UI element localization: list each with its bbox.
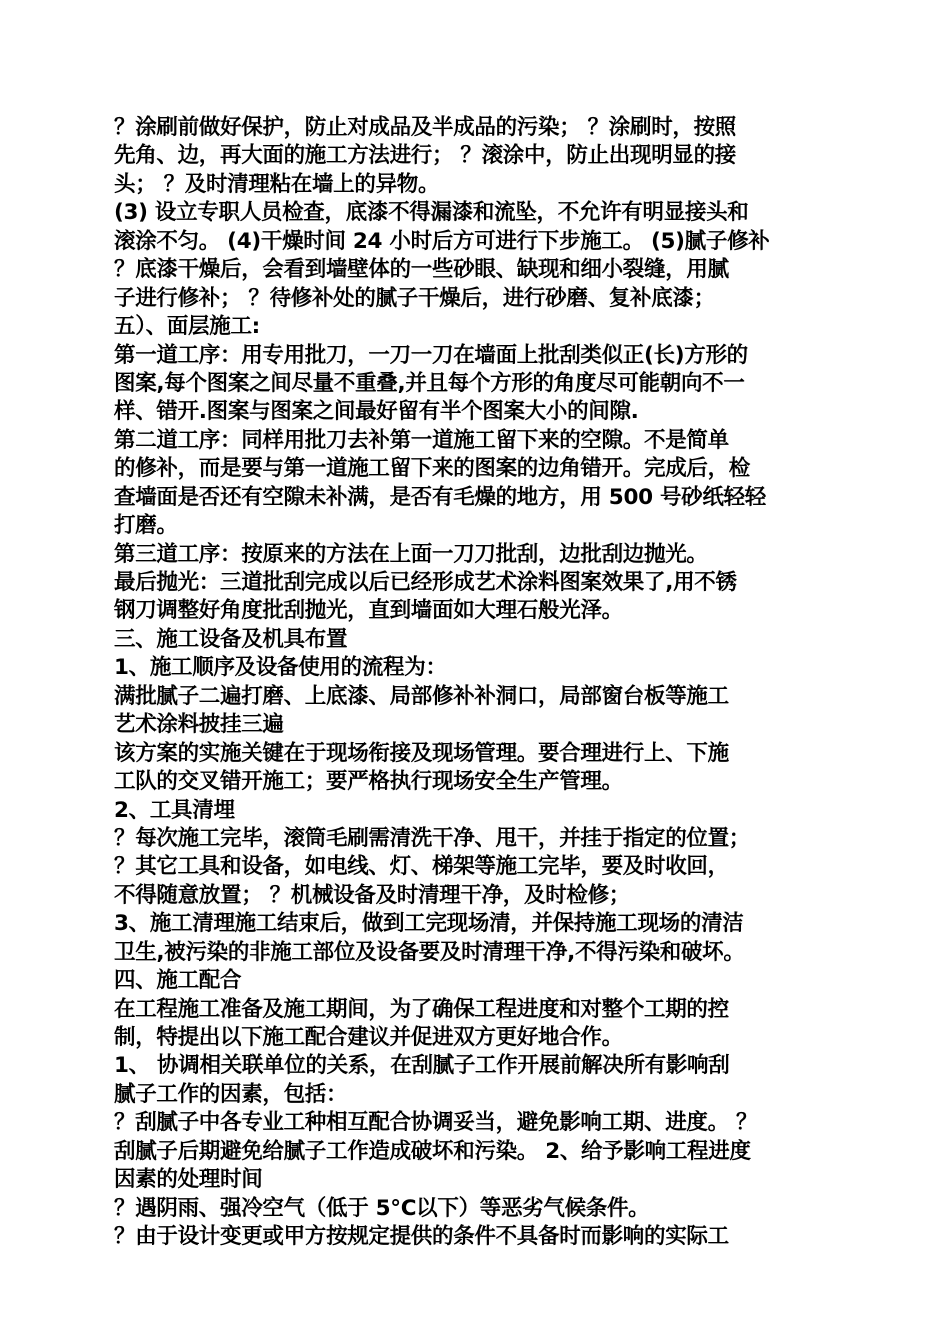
- text-line: 卫生,被污染的非施工部位及设备要及时清理干净,不得污染和破坏。: [114, 939, 745, 965]
- subsection-heading: 2、工具清埋: [114, 797, 235, 823]
- text-line: ？每次施工完毕，滚筒毛刷需清洗干净、甩干，并挂于指定的位置；: [114, 825, 751, 851]
- text-line: 不得随意放置； ？机械设备及时清理干净，及时检修；: [114, 882, 630, 908]
- text-line: 1、 协调相关联单位的关系，在刮腻子工作开展前解决所有影响刮: [114, 1053, 730, 1079]
- text-line: ？刮腻子中各专业工种相互配合协调妥当，避免影响工期、进度。 ？: [114, 1110, 758, 1136]
- text-line: 样、错开.图案与图案之间最好留有半个图案大小的间隙.: [114, 399, 639, 425]
- text-line: 刮腻子后期避免给腻子工作造成破坏和污染。 2、给予影响工程进度: [114, 1138, 751, 1164]
- text-line: (3) 设立专职人员检查，底漆不得漏漆和流坠，不允许有明显接头和: [114, 200, 749, 226]
- text-line: 钢刀调整好角度批刮抛光，直到墙面如大理石般光泽。: [114, 598, 623, 624]
- section-heading: 五）、面层施工:: [114, 314, 260, 340]
- text-line: 头； ？及时清理粘在墙上的异物。: [114, 171, 440, 197]
- text-line: 工队的交叉错开施工；要严格执行现场安全生产管理。: [114, 769, 623, 795]
- text-line: 先角、边，再大面的施工方法进行； ？滚涂中，防止出现明显的接: [114, 143, 736, 169]
- text-line: 艺术涂料披挂三遍: [114, 712, 284, 738]
- document-body: [114, 114, 840, 1252]
- text-line: 第三道工序：按原来的方法在上面一刀刀批刮，边批刮边抛光。: [114, 541, 708, 567]
- text-line: ？涂刷前做好保护，防止对成品及半成品的污染； ？涂刷时，按照: [114, 115, 736, 140]
- text-line: 制，特提出以下施工配合建议并促进双方更好地合作。: [114, 1025, 623, 1050]
- text-line: ？由于设计变更或甲方按规定提供的条件不具备时而影响的实际工: [114, 1224, 729, 1250]
- text-line: 打磨。: [114, 513, 178, 539]
- text-line: 第二道工序：同样用批刀去补第一道施工留下来的空隙。不是简单: [114, 427, 729, 453]
- text-line: 滚涂不匀。 (4)干燥时间 24 小时后方可进行下步施工。 (5)腻子修补: [114, 228, 770, 254]
- text-line: 在工程施工准备及施工期间，为了确保工程进度和对整个工期的控: [114, 996, 729, 1022]
- text-line: ？遇阴雨、强冷空气（低于 5°C以下）等恶劣气候条件。: [114, 1195, 650, 1221]
- text-line: 腻子工作的因素，包括：: [114, 1081, 348, 1107]
- section-heading: 四、施工配合: [114, 968, 242, 994]
- text-line: 因素的处理时间: [114, 1167, 263, 1193]
- text-line: 该方案的实施关键在于现场衔接及现场管理。要合理进行上、下施: [114, 740, 729, 766]
- section-heading: 三、施工设备及机具布置: [114, 626, 348, 652]
- text-line: 查墙面是否还有空隙未补满，是否有毛燥的地方，用 500 号砂纸轻轻: [114, 484, 766, 510]
- text-line: 的修补，而是要与第一道施工留下来的图案的边角错开。完成后，检: [114, 456, 751, 482]
- text-line: 满批腻子二遍打磨、上底漆、局部修补补洞口，局部窗台板等施工: [114, 683, 729, 709]
- text-line: ？底漆干燥后，会看到墙壁体的一些砂眼、缺现和细小裂缝，用腻: [114, 257, 729, 283]
- text-line: 3、施工清理施工结束后，做到工完现场清，并保持施工现场的清洁: [114, 911, 744, 937]
- text-line: 第一道工序：用专用批刀，一刀一刀在墙面上批刮类似正(长)方形的: [114, 342, 748, 368]
- text-line: 图案,每个图案之间尽量不重叠,并且每个方形的角度尽可能朝向不一: [114, 370, 745, 396]
- text-line: 子进行修补； ？待修补处的腻子干燥后，进行砂磨、复补底漆；: [114, 285, 715, 311]
- subsection-heading: 1、施工顺序及设备使用的流程为：: [114, 655, 447, 681]
- text-line: ？其它工具和设备，如电线、灯、梯架等施工完毕，要及时收回，: [114, 854, 729, 880]
- text-line: 最后抛光：三道批刮完成以后已经形成艺术涂料图案效果了,用不锈: [114, 570, 737, 595]
